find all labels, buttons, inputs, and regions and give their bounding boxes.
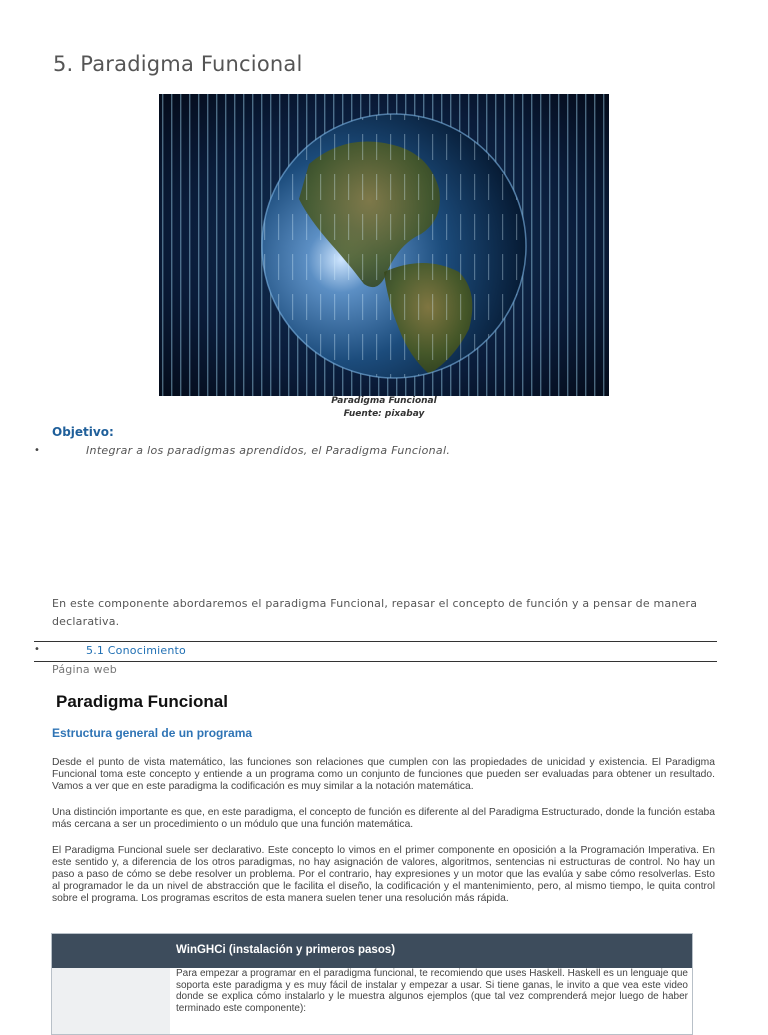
- bullet: •: [34, 644, 40, 655]
- image-caption-source: Fuente: pixabay: [343, 409, 425, 419]
- divider: [34, 641, 717, 642]
- objective-heading: Objetivo:: [52, 425, 114, 439]
- bullet: •: [34, 445, 40, 456]
- page-title: 5. Paradigma Funcional: [53, 52, 303, 76]
- card-title: WinGHCi (instalación y primeros pasos): [176, 944, 396, 956]
- resource-card: [51, 933, 693, 1035]
- objective-text: Integrar a los paradigmas aprendidos, el Paradigma Funcional.: [86, 444, 451, 457]
- section-link-conocimiento[interactable]: 5.1 Conocimiento: [86, 644, 186, 657]
- intro-paragraph: En este componente abordaremos el paradigma Funcional, repasar el concepto de función y a pensar de manera declarativa.: [52, 597, 698, 628]
- image-caption-title: Paradigma Funcional: [331, 396, 437, 406]
- divider: [34, 661, 717, 662]
- card-header: [52, 934, 692, 968]
- paragraph: El Paradigma Funcional suele ser declarativo. Este concepto lo vimos en el primer componente en oposición a la Programación Imperativa. En este sentido y, a diferencia de los otros paradigmas, no hay asignación de valores, algoritmos, sentencias ni estructuras de control. No hay un paso a paso de cómo se debe resolver un problema. Por el contrario, hay expresiones y un motor que las evalúa y sabe cómo resolverlas. Esto al programador le da un nivel de abstracción que le facilita el diseño, la codificación y el mantenimiento, pero, al mismo tiempo, le quita control sobre el programa. Los programas escritos de esta manera suelen tener una resolución más rápida.: [52, 845, 715, 904]
- paragraph: Una distinción importante es que, en este paradigma, el concepto de función es diferente al del Paradigma Estructurado, donde la función estaba más cercana a ser un procedimiento o un módulo que una función matemática.: [52, 807, 715, 830]
- card-side-panel: [52, 968, 170, 1035]
- hero-image: [159, 94, 609, 396]
- page-type-label: Página web: [52, 663, 117, 676]
- paragraph: Desde el punto de vista matemático, las funciones son relaciones que cumplen con las propiedades de unicidad y existencia. El Paradigma Funcional toma este concepto y entiende a un programa como un conjunto de funciones que pueden ser evaluadas para obtener un resultado. Vamos a ver que en este paradigma la codificación es muy similar a la notación matemática.: [52, 757, 715, 792]
- card-body: Para empezar a programar en el paradigma funcional, te recomiendo que uses Haskell. Haskell es un lenguaje que soporta este paradigma y es muy fácil de instalar y empezar a usar. Si tiene ganas, le invito a que vea este video donde se explica cómo instalarlo y le muestra algunos ejemplos (que tal vez comprenderá mejor luego de haber terminado este componente):: [176, 968, 688, 1014]
- content-subheading: Estructura general de un programa: [52, 726, 253, 740]
- content-title: Paradigma Funcional: [56, 692, 228, 711]
